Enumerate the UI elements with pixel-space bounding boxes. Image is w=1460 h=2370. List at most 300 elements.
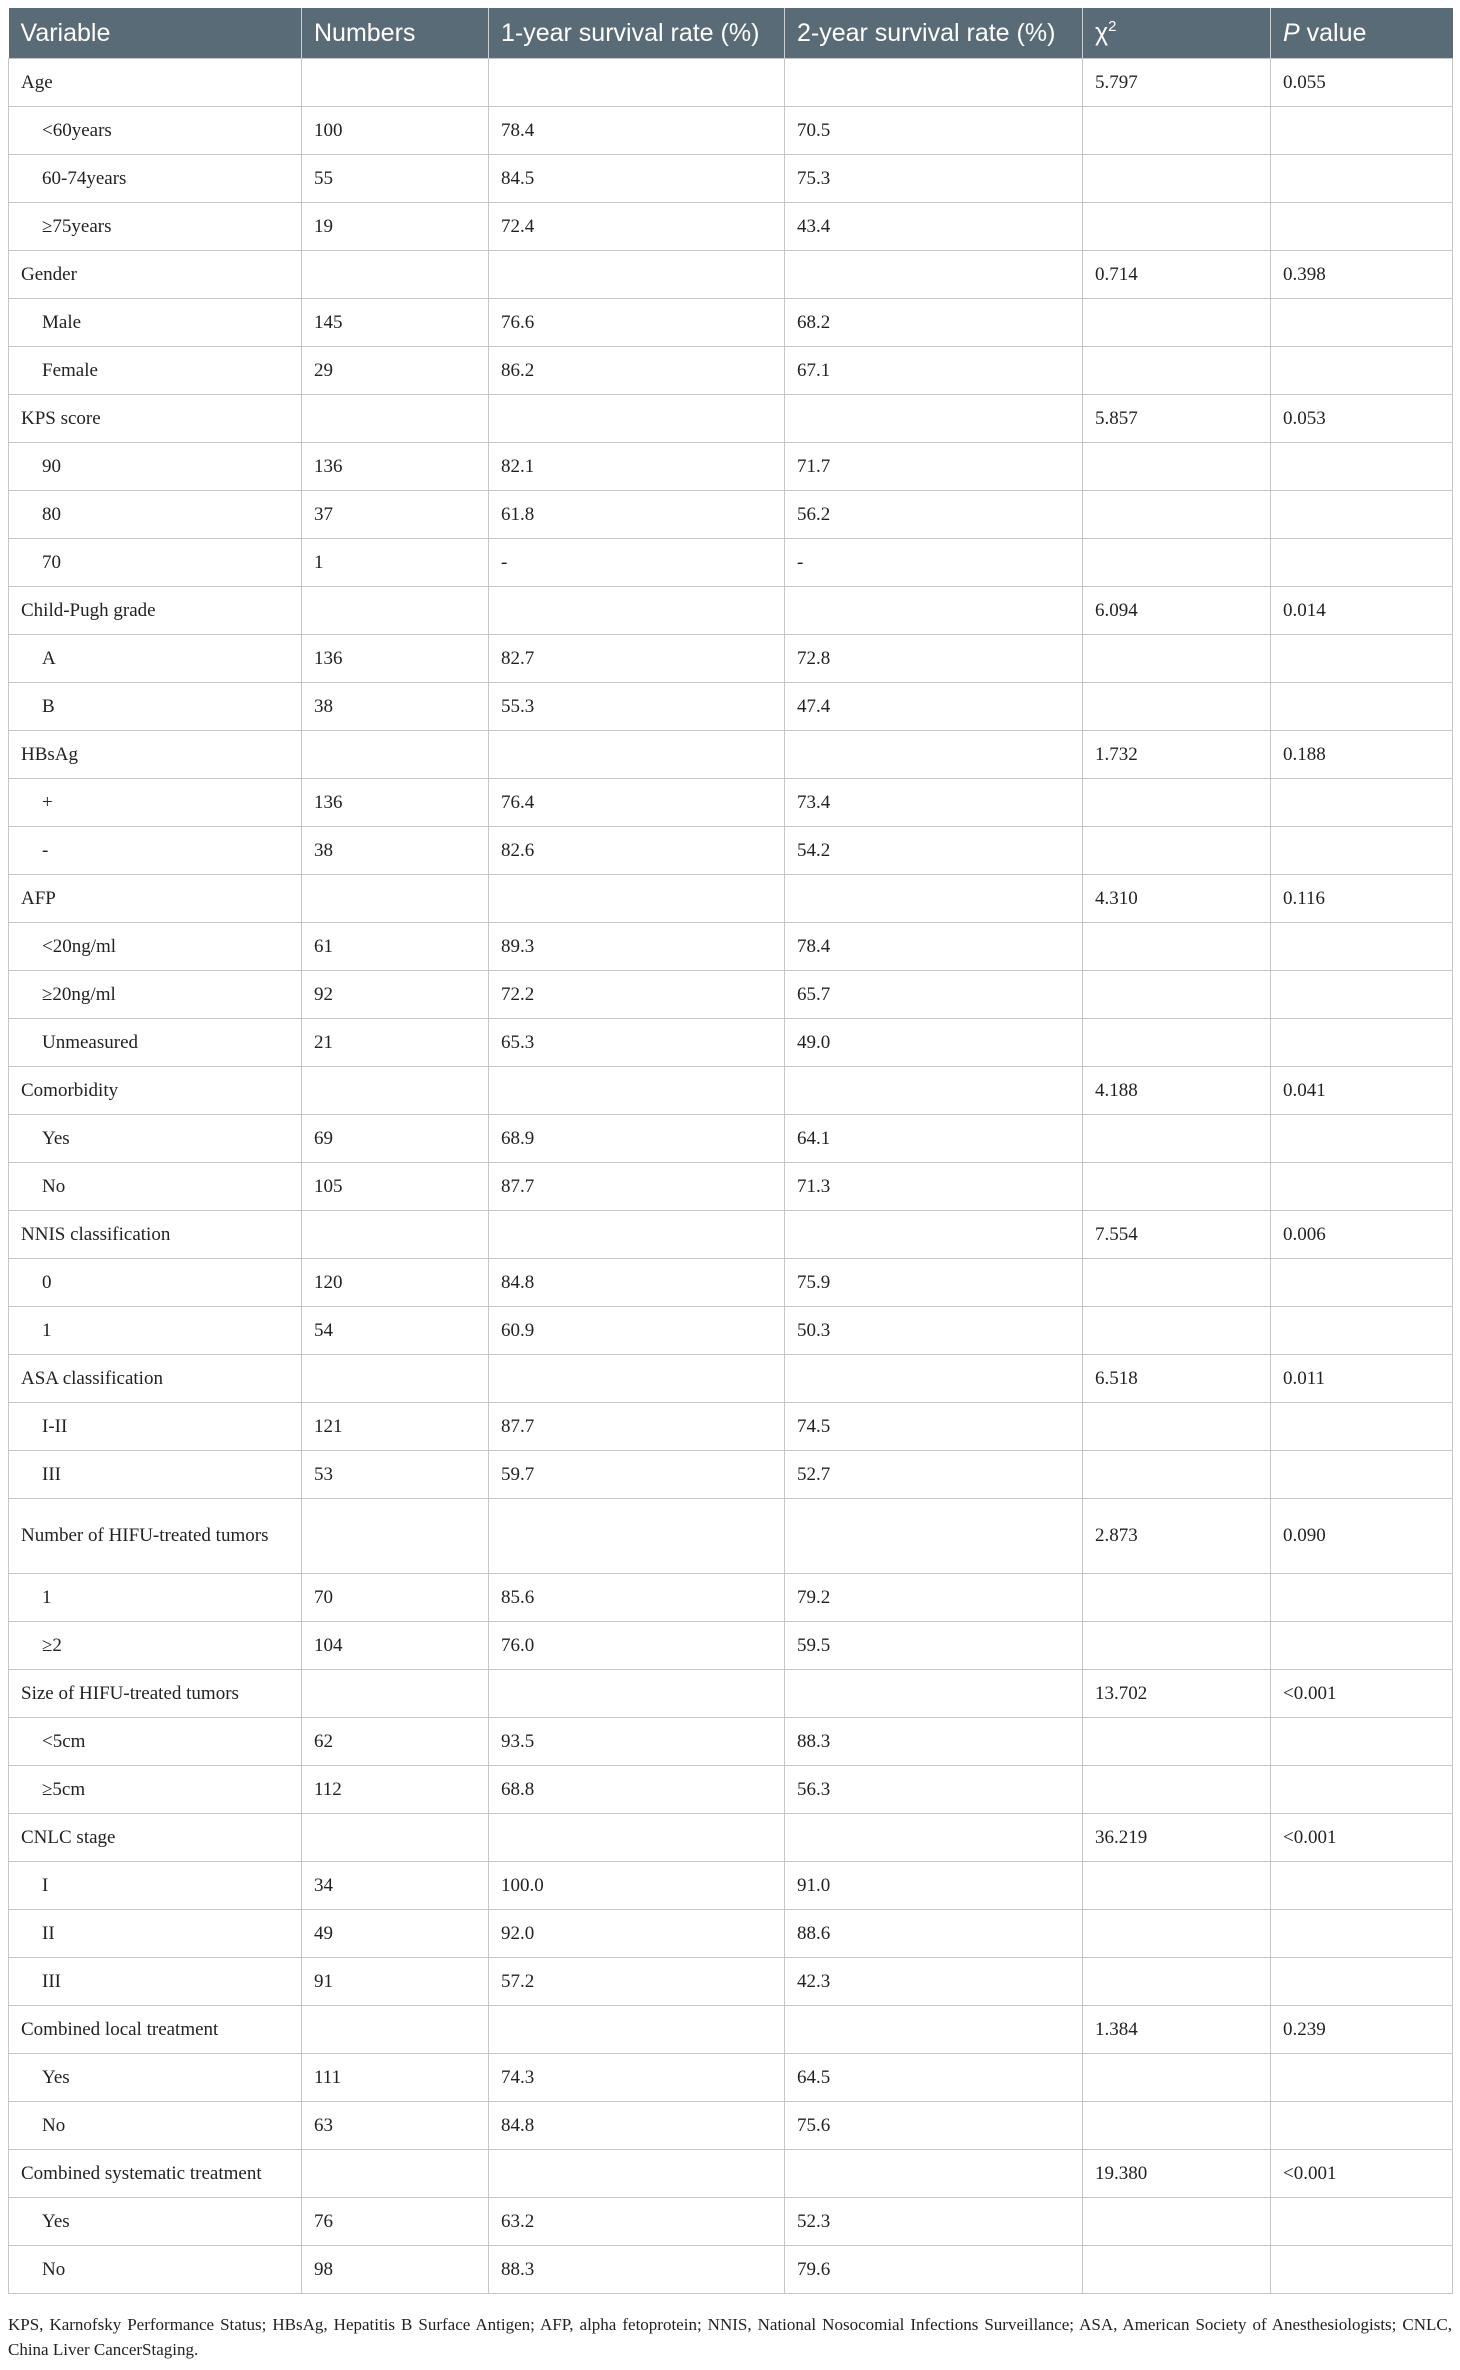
cell-p-value: 0.239 xyxy=(1271,2006,1453,2054)
cell-variable: Female xyxy=(9,347,302,395)
cell-p-value xyxy=(1271,1403,1453,1451)
cell-p-value: <0.001 xyxy=(1271,1670,1453,1718)
cell-variable: ≥2 xyxy=(9,1622,302,1670)
cell-p-value xyxy=(1271,347,1453,395)
cell-numbers: 62 xyxy=(302,1718,489,1766)
cell-variable: KPS score xyxy=(9,395,302,443)
cell-chi2: 5.857 xyxy=(1083,395,1271,443)
table-row xyxy=(9,1862,1453,1910)
table-header xyxy=(9,8,1453,59)
cell-one-year: - xyxy=(489,539,785,587)
cell-two-year: 88.6 xyxy=(785,1910,1083,1958)
table-row xyxy=(9,2054,1453,2102)
cell-one-year: 74.3 xyxy=(489,2054,785,2102)
cell-variable: ASA classification xyxy=(9,1355,302,1403)
table-body xyxy=(9,59,1453,2294)
cell-variable: ≥20ng/ml xyxy=(9,971,302,1019)
cell-one-year: 84.5 xyxy=(489,155,785,203)
cell-one-year xyxy=(489,1499,785,1574)
cell-chi2 xyxy=(1083,1403,1271,1451)
cell-variable: CNLC stage xyxy=(9,1814,302,1862)
cell-numbers: 145 xyxy=(302,299,489,347)
cell-numbers: 91 xyxy=(302,1958,489,2006)
cell-numbers: 136 xyxy=(302,635,489,683)
cell-p-value xyxy=(1271,2246,1453,2294)
table-row xyxy=(9,1067,1453,1115)
table-row xyxy=(9,539,1453,587)
cell-p-value: 0.188 xyxy=(1271,731,1453,779)
table-row xyxy=(9,1574,1453,1622)
cell-two-year: 71.3 xyxy=(785,1163,1083,1211)
cell-variable: + xyxy=(9,779,302,827)
cell-chi2 xyxy=(1083,683,1271,731)
cell-chi2 xyxy=(1083,779,1271,827)
cell-numbers: 21 xyxy=(302,1019,489,1067)
cell-two-year: 43.4 xyxy=(785,203,1083,251)
cell-chi2 xyxy=(1083,1307,1271,1355)
p-rest: value xyxy=(1299,18,1367,47)
cell-p-value: 0.041 xyxy=(1271,1067,1453,1115)
cell-chi2 xyxy=(1083,827,1271,875)
cell-numbers: 136 xyxy=(302,779,489,827)
table-row xyxy=(9,923,1453,971)
header-p-value xyxy=(1271,8,1453,59)
cell-numbers: 29 xyxy=(302,347,489,395)
cell-variable: III xyxy=(9,1958,302,2006)
cell-one-year xyxy=(489,2150,785,2198)
cell-two-year xyxy=(785,2150,1083,2198)
cell-variable: 90 xyxy=(9,443,302,491)
cell-numbers: 61 xyxy=(302,923,489,971)
table-row xyxy=(9,1670,1453,1718)
cell-variable: Child-Pugh grade xyxy=(9,587,302,635)
cell-numbers: 19 xyxy=(302,203,489,251)
cell-p-value xyxy=(1271,827,1453,875)
cell-numbers: 121 xyxy=(302,1403,489,1451)
cell-one-year: 82.7 xyxy=(489,635,785,683)
cell-numbers xyxy=(302,2150,489,2198)
cell-two-year: 56.2 xyxy=(785,491,1083,539)
cell-numbers xyxy=(302,1355,489,1403)
cell-numbers xyxy=(302,1211,489,1259)
table-row xyxy=(9,155,1453,203)
cell-two-year: 71.7 xyxy=(785,443,1083,491)
cell-one-year: 88.3 xyxy=(489,2246,785,2294)
table-row xyxy=(9,2102,1453,2150)
cell-variable: III xyxy=(9,1451,302,1499)
cell-chi2: 1.384 xyxy=(1083,2006,1271,2054)
p-italic: P xyxy=(1283,18,1300,47)
cell-chi2 xyxy=(1083,1766,1271,1814)
cell-chi2 xyxy=(1083,1958,1271,2006)
cell-p-value: 0.053 xyxy=(1271,395,1453,443)
table-row xyxy=(9,2150,1453,2198)
cell-two-year: 67.1 xyxy=(785,347,1083,395)
table-row xyxy=(9,1211,1453,1259)
cell-variable: 60-74years xyxy=(9,155,302,203)
cell-two-year: 72.8 xyxy=(785,635,1083,683)
cell-one-year: 76.0 xyxy=(489,1622,785,1670)
cell-chi2 xyxy=(1083,2054,1271,2102)
survival-table-container xyxy=(8,8,1452,2294)
cell-numbers: 136 xyxy=(302,443,489,491)
cell-p-value xyxy=(1271,203,1453,251)
cell-chi2: 4.310 xyxy=(1083,875,1271,923)
table-row xyxy=(9,971,1453,1019)
cell-one-year xyxy=(489,1067,785,1115)
cell-variable: No xyxy=(9,1163,302,1211)
cell-numbers xyxy=(302,1499,489,1574)
cell-variable: A xyxy=(9,635,302,683)
cell-one-year xyxy=(489,587,785,635)
cell-chi2 xyxy=(1083,203,1271,251)
table-row xyxy=(9,107,1453,155)
cell-numbers: 120 xyxy=(302,1259,489,1307)
cell-one-year: 76.6 xyxy=(489,299,785,347)
chi-superscript: 2 xyxy=(1108,18,1117,36)
cell-one-year: 68.9 xyxy=(489,1115,785,1163)
cell-chi2 xyxy=(1083,2198,1271,2246)
cell-numbers: 112 xyxy=(302,1766,489,1814)
cell-two-year: 64.5 xyxy=(785,2054,1083,2102)
cell-variable: 80 xyxy=(9,491,302,539)
cell-variable: HBsAg xyxy=(9,731,302,779)
cell-two-year: 75.9 xyxy=(785,1259,1083,1307)
cell-one-year: 57.2 xyxy=(489,1958,785,2006)
cell-chi2 xyxy=(1083,1019,1271,1067)
cell-one-year: 72.4 xyxy=(489,203,785,251)
cell-chi2 xyxy=(1083,1115,1271,1163)
table-row xyxy=(9,395,1453,443)
table-row xyxy=(9,1766,1453,1814)
cell-two-year: 52.3 xyxy=(785,2198,1083,2246)
cell-two-year xyxy=(785,875,1083,923)
cell-two-year: 75.3 xyxy=(785,155,1083,203)
table-row xyxy=(9,731,1453,779)
table-row xyxy=(9,203,1453,251)
cell-chi2: 13.702 xyxy=(1083,1670,1271,1718)
cell-two-year: 47.4 xyxy=(785,683,1083,731)
header-row xyxy=(9,8,1453,59)
cell-variable: Yes xyxy=(9,1115,302,1163)
cell-chi2: 2.873 xyxy=(1083,1499,1271,1574)
cell-two-year xyxy=(785,731,1083,779)
cell-one-year: 92.0 xyxy=(489,1910,785,1958)
cell-chi2: 6.094 xyxy=(1083,587,1271,635)
cell-chi2: 1.732 xyxy=(1083,731,1271,779)
cell-two-year: 49.0 xyxy=(785,1019,1083,1067)
header-variable: Variable xyxy=(9,8,302,59)
cell-p-value xyxy=(1271,1910,1453,1958)
cell-variable: B xyxy=(9,683,302,731)
cell-p-value: <0.001 xyxy=(1271,1814,1453,1862)
cell-two-year: 65.7 xyxy=(785,971,1083,1019)
table-row xyxy=(9,587,1453,635)
cell-numbers: 100 xyxy=(302,107,489,155)
cell-numbers: 53 xyxy=(302,1451,489,1499)
cell-one-year xyxy=(489,59,785,107)
cell-chi2: 36.219 xyxy=(1083,1814,1271,1862)
cell-chi2 xyxy=(1083,491,1271,539)
cell-variable: 70 xyxy=(9,539,302,587)
cell-two-year: 68.2 xyxy=(785,299,1083,347)
cell-numbers: 37 xyxy=(302,491,489,539)
cell-chi2 xyxy=(1083,1718,1271,1766)
cell-p-value xyxy=(1271,539,1453,587)
cell-p-value xyxy=(1271,683,1453,731)
cell-p-value xyxy=(1271,1307,1453,1355)
cell-one-year: 89.3 xyxy=(489,923,785,971)
cell-chi2 xyxy=(1083,107,1271,155)
cell-p-value xyxy=(1271,1718,1453,1766)
cell-two-year xyxy=(785,1499,1083,1574)
table-row xyxy=(9,1403,1453,1451)
header-chi-square xyxy=(1083,8,1271,59)
cell-one-year: 86.2 xyxy=(489,347,785,395)
cell-p-value xyxy=(1271,1766,1453,1814)
cell-numbers xyxy=(302,1814,489,1862)
cell-variable: Unmeasured xyxy=(9,1019,302,1067)
cell-numbers: 55 xyxy=(302,155,489,203)
cell-chi2 xyxy=(1083,443,1271,491)
header-two-year: 2-year survival rate (%) xyxy=(785,8,1083,59)
cell-p-value xyxy=(1271,1862,1453,1910)
cell-numbers: 63 xyxy=(302,2102,489,2150)
table-row xyxy=(9,683,1453,731)
cell-numbers: 105 xyxy=(302,1163,489,1211)
cell-one-year: 68.8 xyxy=(489,1766,785,1814)
cell-numbers: 70 xyxy=(302,1574,489,1622)
cell-one-year: 100.0 xyxy=(489,1862,785,1910)
cell-one-year xyxy=(489,1670,785,1718)
cell-numbers xyxy=(302,731,489,779)
cell-numbers xyxy=(302,587,489,635)
cell-numbers xyxy=(302,251,489,299)
table-row xyxy=(9,1718,1453,1766)
cell-numbers: 54 xyxy=(302,1307,489,1355)
cell-variable: Number of HIFU-treated tumors xyxy=(9,1499,302,1574)
table-row xyxy=(9,2246,1453,2294)
cell-p-value: 0.055 xyxy=(1271,59,1453,107)
cell-variable: Comorbidity xyxy=(9,1067,302,1115)
cell-one-year: 76.4 xyxy=(489,779,785,827)
cell-p-value xyxy=(1271,1574,1453,1622)
table-row xyxy=(9,59,1453,107)
cell-one-year: 60.9 xyxy=(489,1307,785,1355)
cell-variable: ≥5cm xyxy=(9,1766,302,1814)
cell-p-value: 0.006 xyxy=(1271,1211,1453,1259)
cell-one-year: 87.7 xyxy=(489,1163,785,1211)
cell-p-value xyxy=(1271,2054,1453,2102)
cell-two-year: 78.4 xyxy=(785,923,1083,971)
cell-p-value xyxy=(1271,1451,1453,1499)
cell-numbers xyxy=(302,59,489,107)
cell-numbers: 34 xyxy=(302,1862,489,1910)
cell-two-year: 88.3 xyxy=(785,1718,1083,1766)
table-row xyxy=(9,635,1453,683)
cell-p-value xyxy=(1271,2198,1453,2246)
table-row xyxy=(9,251,1453,299)
table-row xyxy=(9,1259,1453,1307)
cell-numbers: 49 xyxy=(302,1910,489,1958)
cell-chi2: 6.518 xyxy=(1083,1355,1271,1403)
cell-variable: Combined local treatment xyxy=(9,2006,302,2054)
cell-two-year xyxy=(785,1670,1083,1718)
cell-chi2 xyxy=(1083,347,1271,395)
cell-one-year: 87.7 xyxy=(489,1403,785,1451)
table-footnote: KPS, Karnofsky Performance Status; HBsAg, Hepatitis B Surface Antigen; AFP, alpha fetoprotein; NNIS, National Nosocomial Infections Surveillance; ASA, American Society of Anesthesiologists; CNLC, China Liver CancerStaging. xyxy=(8,2315,1452,2359)
cell-p-value: 0.398 xyxy=(1271,251,1453,299)
cell-chi2: 5.797 xyxy=(1083,59,1271,107)
cell-one-year xyxy=(489,1814,785,1862)
cell-chi2 xyxy=(1083,1622,1271,1670)
cell-p-value: <0.001 xyxy=(1271,2150,1453,2198)
cell-variable: <60years xyxy=(9,107,302,155)
cell-two-year: 73.4 xyxy=(785,779,1083,827)
cell-chi2 xyxy=(1083,635,1271,683)
cell-variable: <5cm xyxy=(9,1718,302,1766)
cell-numbers: 1 xyxy=(302,539,489,587)
cell-one-year xyxy=(489,1355,785,1403)
cell-one-year: 84.8 xyxy=(489,2102,785,2150)
cell-p-value: 0.116 xyxy=(1271,875,1453,923)
cell-p-value xyxy=(1271,1115,1453,1163)
cell-two-year: 59.5 xyxy=(785,1622,1083,1670)
cell-two-year: 54.2 xyxy=(785,827,1083,875)
table-row xyxy=(9,491,1453,539)
cell-two-year xyxy=(785,2006,1083,2054)
cell-variable: I xyxy=(9,1862,302,1910)
cell-p-value xyxy=(1271,1958,1453,2006)
cell-variable: Yes xyxy=(9,2198,302,2246)
table-row xyxy=(9,347,1453,395)
cell-variable: Gender xyxy=(9,251,302,299)
cell-variable: - xyxy=(9,827,302,875)
cell-two-year: 79.2 xyxy=(785,1574,1083,1622)
table-row xyxy=(9,1814,1453,1862)
table-row xyxy=(9,1307,1453,1355)
cell-p-value xyxy=(1271,155,1453,203)
cell-chi2 xyxy=(1083,2102,1271,2150)
cell-two-year xyxy=(785,1814,1083,1862)
cell-p-value xyxy=(1271,1019,1453,1067)
cell-two-year: 64.1 xyxy=(785,1115,1083,1163)
cell-one-year: 93.5 xyxy=(489,1718,785,1766)
cell-one-year xyxy=(489,731,785,779)
cell-one-year xyxy=(489,395,785,443)
cell-variable: Age xyxy=(9,59,302,107)
cell-two-year xyxy=(785,395,1083,443)
cell-one-year xyxy=(489,251,785,299)
cell-two-year: 91.0 xyxy=(785,1862,1083,1910)
cell-p-value xyxy=(1271,107,1453,155)
cell-chi2 xyxy=(1083,155,1271,203)
table-row xyxy=(9,1163,1453,1211)
cell-one-year: 84.8 xyxy=(489,1259,785,1307)
cell-variable: No xyxy=(9,2246,302,2294)
cell-variable: II xyxy=(9,1910,302,1958)
table-row xyxy=(9,875,1453,923)
cell-two-year xyxy=(785,1067,1083,1115)
cell-numbers xyxy=(302,875,489,923)
cell-p-value: 0.090 xyxy=(1271,1499,1453,1574)
cell-p-value xyxy=(1271,1622,1453,1670)
cell-one-year: 72.2 xyxy=(489,971,785,1019)
cell-chi2: 4.188 xyxy=(1083,1067,1271,1115)
cell-two-year: 75.6 xyxy=(785,2102,1083,2150)
cell-one-year: 82.6 xyxy=(489,827,785,875)
cell-variable: Combined systematic treatment xyxy=(9,2150,302,2198)
cell-numbers xyxy=(302,395,489,443)
table-row xyxy=(9,1019,1453,1067)
cell-one-year: 55.3 xyxy=(489,683,785,731)
cell-p-value: 0.011 xyxy=(1271,1355,1453,1403)
cell-p-value xyxy=(1271,1163,1453,1211)
cell-p-value xyxy=(1271,443,1453,491)
table-row xyxy=(9,1355,1453,1403)
cell-numbers: 111 xyxy=(302,2054,489,2102)
cell-chi2 xyxy=(1083,1163,1271,1211)
cell-two-year: 79.6 xyxy=(785,2246,1083,2294)
cell-numbers xyxy=(302,1067,489,1115)
cell-one-year: 85.6 xyxy=(489,1574,785,1622)
cell-variable: I-II xyxy=(9,1403,302,1451)
cell-one-year: 59.7 xyxy=(489,1451,785,1499)
cell-one-year: 82.1 xyxy=(489,443,785,491)
cell-chi2 xyxy=(1083,1910,1271,1958)
cell-p-value xyxy=(1271,923,1453,971)
cell-chi2 xyxy=(1083,1451,1271,1499)
cell-two-year: 52.7 xyxy=(785,1451,1083,1499)
cell-variable: Yes xyxy=(9,2054,302,2102)
chi-symbol: χ xyxy=(1095,18,1109,47)
cell-two-year xyxy=(785,59,1083,107)
cell-p-value xyxy=(1271,1259,1453,1307)
cell-chi2 xyxy=(1083,1574,1271,1622)
table-row xyxy=(9,1958,1453,2006)
cell-two-year: - xyxy=(785,539,1083,587)
cell-variable: Male xyxy=(9,299,302,347)
table-row xyxy=(9,827,1453,875)
cell-variable: ≥75years xyxy=(9,203,302,251)
cell-one-year: 78.4 xyxy=(489,107,785,155)
cell-one-year xyxy=(489,2006,785,2054)
cell-chi2: 0.714 xyxy=(1083,251,1271,299)
cell-p-value xyxy=(1271,971,1453,1019)
cell-two-year xyxy=(785,1355,1083,1403)
cell-variable: 0 xyxy=(9,1259,302,1307)
table-row xyxy=(9,1622,1453,1670)
survival-table xyxy=(8,8,1453,2294)
cell-p-value: 0.014 xyxy=(1271,587,1453,635)
cell-variable: AFP xyxy=(9,875,302,923)
cell-chi2 xyxy=(1083,299,1271,347)
header-one-year: 1-year survival rate (%) xyxy=(489,8,785,59)
cell-numbers: 38 xyxy=(302,827,489,875)
table-row xyxy=(9,1451,1453,1499)
cell-p-value xyxy=(1271,635,1453,683)
cell-chi2 xyxy=(1083,1862,1271,1910)
cell-p-value xyxy=(1271,2102,1453,2150)
cell-numbers xyxy=(302,1670,489,1718)
table-row xyxy=(9,1499,1453,1574)
table-row xyxy=(9,443,1453,491)
cell-numbers: 38 xyxy=(302,683,489,731)
cell-chi2 xyxy=(1083,539,1271,587)
cell-numbers: 69 xyxy=(302,1115,489,1163)
cell-chi2: 7.554 xyxy=(1083,1211,1271,1259)
cell-variable: NNIS classification xyxy=(9,1211,302,1259)
